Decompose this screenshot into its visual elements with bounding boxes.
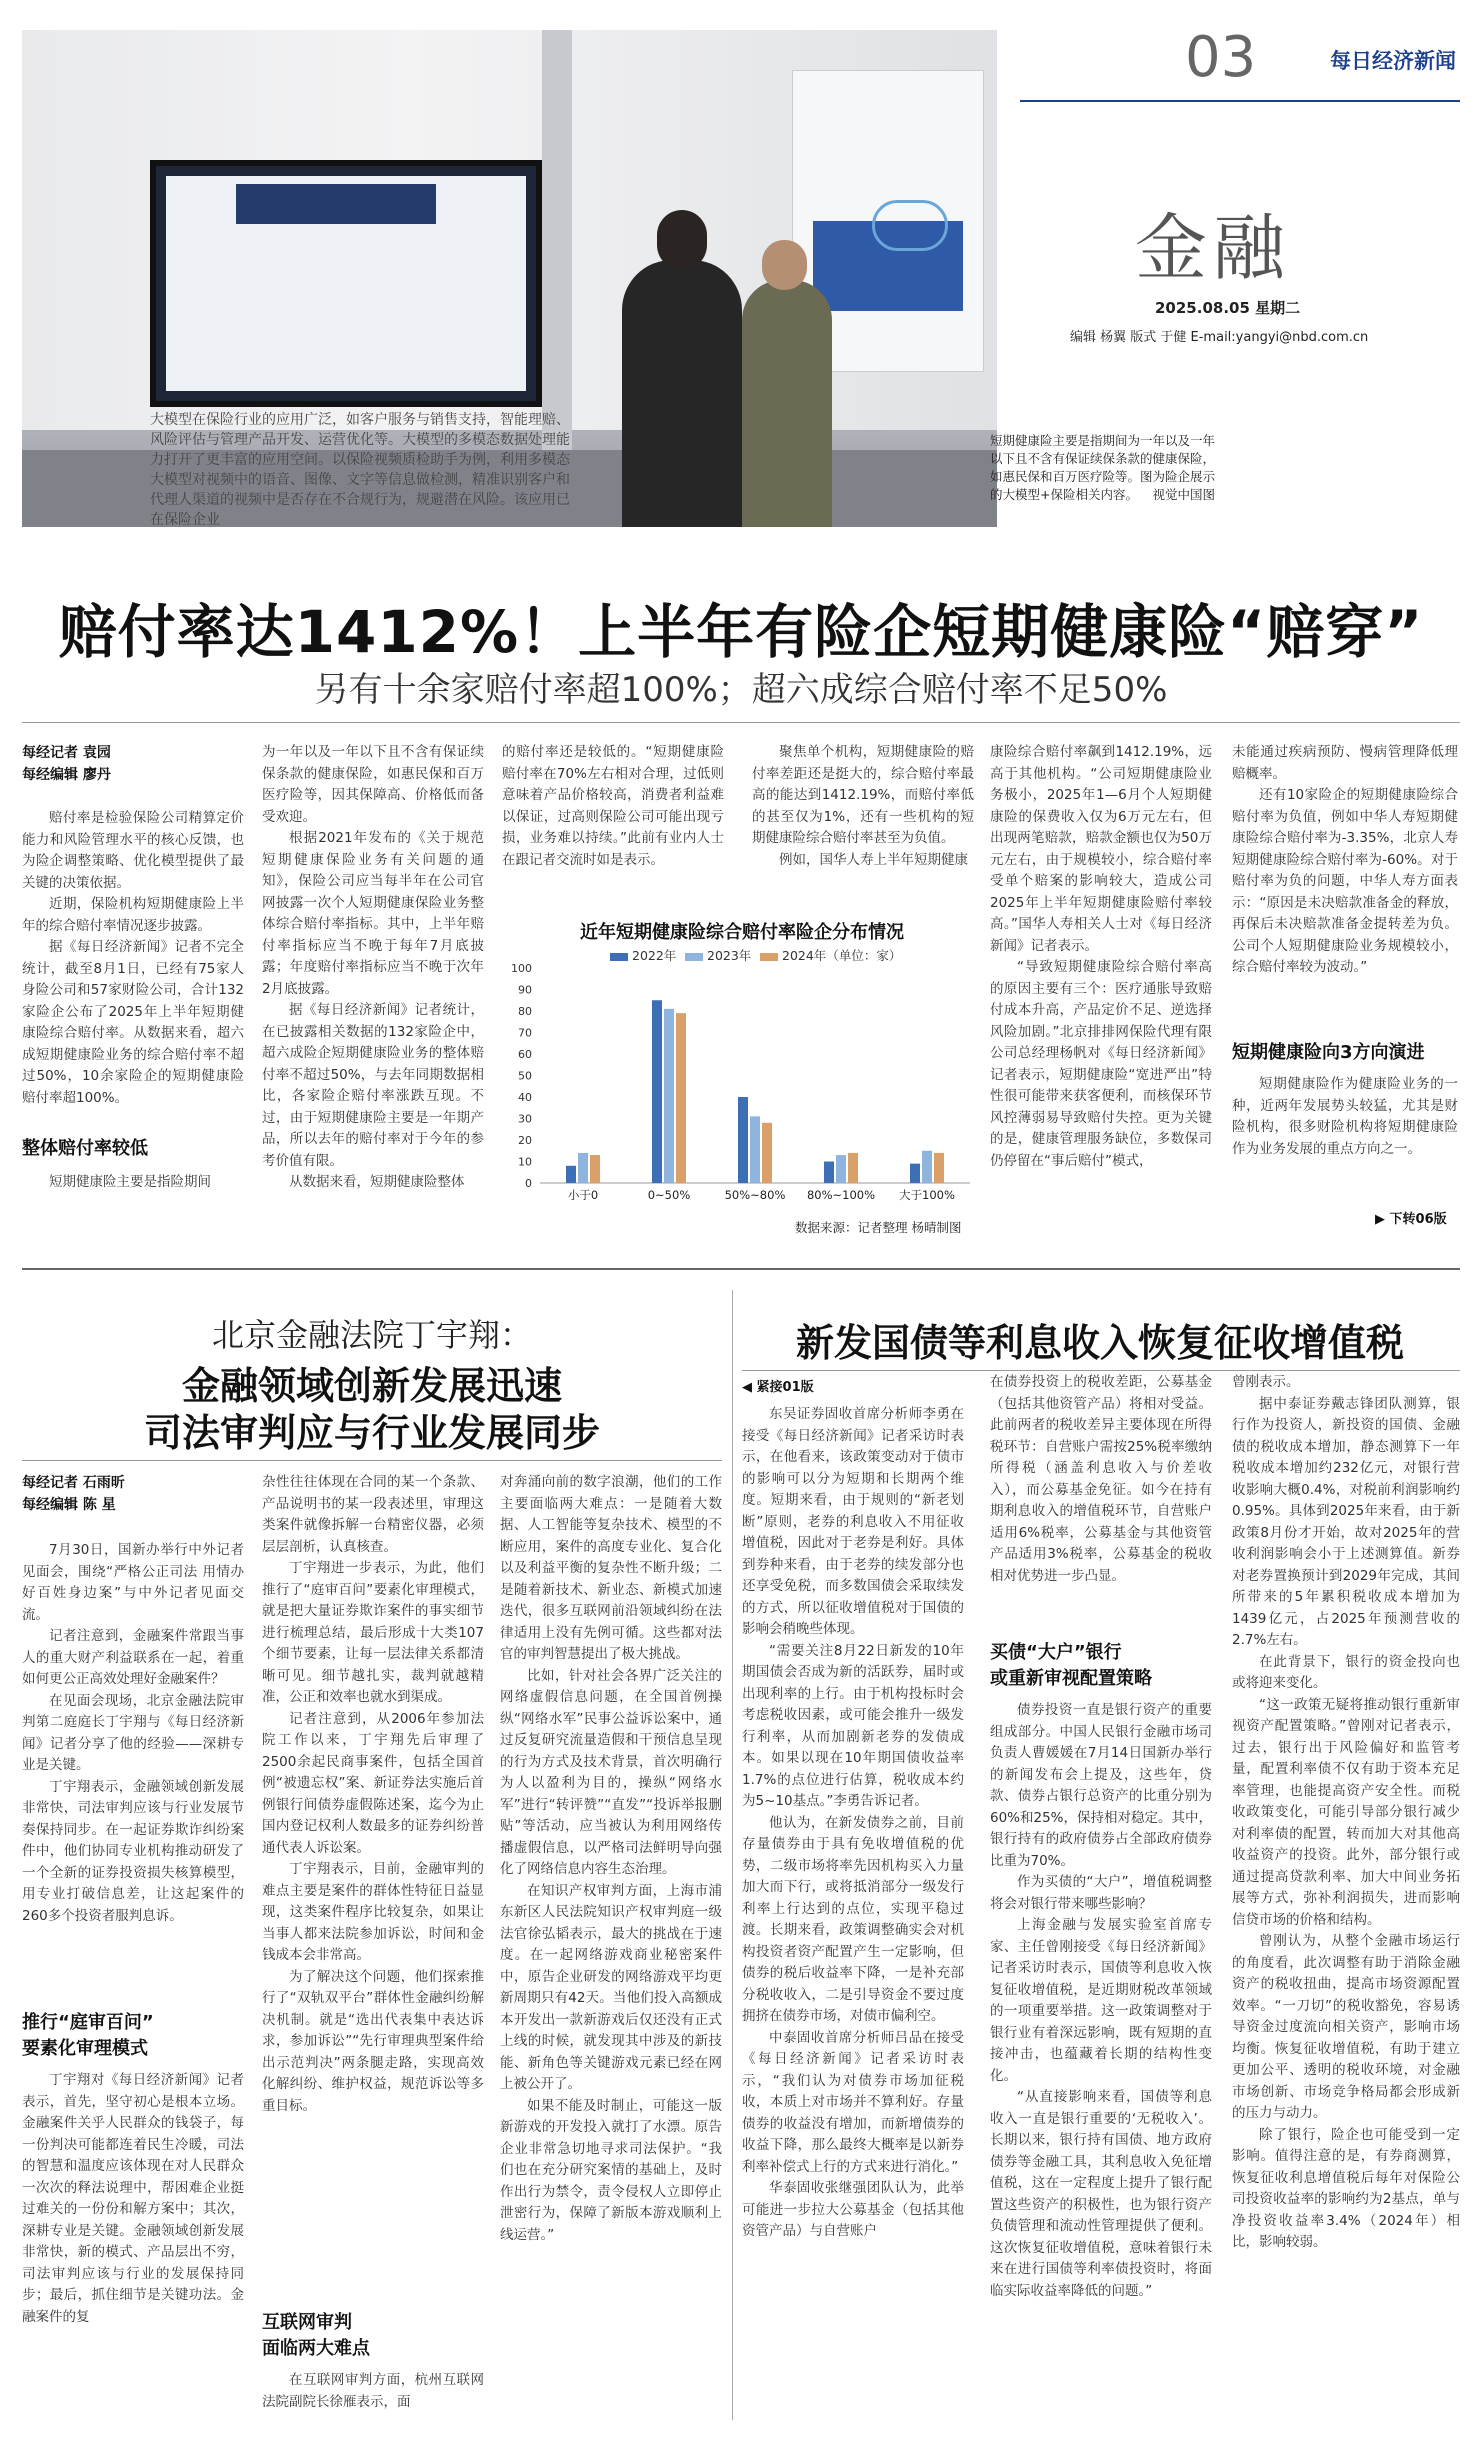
paragraph: “从直接影响来看，国债等利息收入一直是银行重要的‘无税收入’。长期以来，银行持有国债、地方政府债券等金融工具，其利息收入免征增值税，这在一定程度上提升了银行配置这些资产的积极性，也为银行资产负债管理和流动性管理提供了便利。这次恢复征收增值税，意味着银行未来在进行国债等利率债投资时，将面临实际收益率降低的问题。” bbox=[990, 2089, 1212, 2299]
lead-col5 bbox=[990, 742, 1212, 1172]
photo-credit: 视觉中国图 bbox=[1152, 487, 1215, 502]
court-subhead-1: 推行“庭审百问” 要素化审理模式 bbox=[22, 2012, 154, 2059]
paragraph: 短期健康险主要是指险期间 bbox=[49, 1174, 211, 1190]
bar-2-4 bbox=[836, 1155, 846, 1183]
paragraph: 为一年以及一年以下且不含有保证续保条款的健康保险，如惠民保和百万医疗险等，因其保障高、价格低而备受欢迎。 bbox=[262, 744, 484, 825]
y-tick-label: 100 bbox=[511, 962, 532, 975]
bonds-col2 bbox=[990, 1372, 1212, 1587]
paragraph: 7月30日，国新办举行中外记者见面会，围绕“严格公正司法 用情办好百姓身边案”与中外记者见面交流。 bbox=[22, 1542, 244, 1623]
bar-1-5 bbox=[910, 1164, 920, 1183]
bonds-col1 bbox=[742, 1404, 964, 2243]
bar-2-2 bbox=[664, 1009, 674, 1183]
divider bbox=[22, 722, 1460, 723]
chart-title: 近年短期健康险综合赔付率险企分布情况 bbox=[580, 922, 904, 943]
paragraph: 华泰固收张继强团队认为，此举可能进一步拉大公募基金（包括其他资管产品）与自营账户 bbox=[742, 2180, 964, 2239]
paragraph: 曾刚认为，从整个金融市场运行的角度看，此次调整有助于消除金融资产的税收扭曲，提高市场资源配置效率。“一刀切”的税收豁免，容易诱导资金过度流向相关资产，影响市场均衡。恢复征收增值税，有助于建立更加公平、透明的税收环境，对金融市场创新、市场竞争格局都会形成新的压力与动力。 bbox=[1232, 1933, 1460, 2121]
bar-3-1 bbox=[590, 1155, 600, 1183]
x-tick-label: 大于100% bbox=[899, 1188, 955, 1202]
issue-date: 2025.08.05 星期二 bbox=[1155, 299, 1301, 317]
paragraph: 如果不能及时制止，可能这一版新游戏的开发投入就打了水漂。原告企业非常急切地寻求司法保护。“我们也在充分研究案情的基础上，及时作出行为禁令，责令侵权人立即停止泄密行为，保障了新版本游戏顺利上线运营。” bbox=[500, 2097, 722, 2243]
legend-item-2024: 2024年（单位：家） bbox=[760, 946, 901, 964]
hero-photo bbox=[22, 30, 997, 527]
x-tick-label: 80%~100% bbox=[806, 1188, 876, 1202]
photo-person bbox=[622, 260, 742, 527]
paragraph: 根据2021年发布的《关于规范短期健康保险业务有关问题的通知》，保险公司应当每半年在公司官网披露一次个人短期健康保险业务整体综合赔付率指标。其中，上半年赔付率指标应当不晚于每年7月底披露；年度赔付率指标应当不晚于次年2月底披露。 bbox=[262, 830, 484, 997]
editors-line: 编辑 杨翼 版式 于健 E-mail:yangyi@nbd.com.cn bbox=[1070, 330, 1369, 345]
paragraph: 丁宇翔对《每日经济新闻》记者表示，首先，坚守初心是根本立场。金融案件关乎人民群众的钱袋子，每一份判决可能都连着民生冷暖，司法的智慧和温度应该体现在对人民群众一次次的释法说理中，帮困难企业挺过难关的一份份和解方案中；其次，深耕专业是关键。金融领域创新发展非常快，新的模式、产品层出不穷，司法审判应该与行业的发展保持同步；最后，抓住细节是关键功法。金融案件的复 bbox=[22, 2072, 244, 2325]
paragraph: 杂性往往体现在合同的某一个条款、产品说明书的某一段表述里，审理这类案件就像拆解一台精密仪器，必须层层剖析，认真核查。 bbox=[262, 1474, 484, 1555]
paragraph: 为了解决这个问题，他们探索推行了“双轨双平台”群体性金融纠纷解决机制。就是“选出代表集中表达诉求，参加诉讼”“先行审理典型案件给出示范判决”两条腿走路，实现高效化解纠纷、维护权益，规范诉讼等多重目标。 bbox=[262, 1968, 484, 2114]
lead-subhead-2: 短期健康险向3方向演进 bbox=[1232, 1042, 1425, 1063]
bar-2-3 bbox=[750, 1116, 760, 1183]
byline-reporter: 每经记者 袁园 bbox=[22, 745, 111, 761]
bar-3-3 bbox=[762, 1123, 772, 1183]
lead-col6 bbox=[1232, 742, 1458, 979]
legend-item-2022: 2022年 bbox=[610, 946, 676, 964]
paragraph: 例如，国华人寿上半年短期健康 bbox=[779, 851, 968, 868]
y-tick-label: 90 bbox=[518, 983, 532, 997]
court-headline-line2: 司法审判应与行业发展同步 bbox=[143, 1411, 600, 1455]
bar-3-5 bbox=[934, 1153, 944, 1183]
bar-1-2 bbox=[652, 1000, 662, 1183]
lead-subhead-1: 整体赔付率较低 bbox=[22, 1138, 148, 1159]
bar-1-4 bbox=[824, 1162, 834, 1184]
y-tick-label: 0 bbox=[525, 1177, 532, 1190]
paragraph: 丁宇翔进一步表示，为此，他们推行了“庭审百问”要素化审理模式，就是把大量证券欺诈案件的事实细节进行梳理总结，最后形成十大类107个细节要素，让每一层法律关系都清晰可见。细节越扎实，裁判就越精准，公正和效率也就水到渠成。 bbox=[262, 1560, 484, 1705]
lead-col3 bbox=[502, 742, 724, 871]
paragraph: 近期，保险机构短期健康险上半年的综合赔付率情况逐步披露。 bbox=[22, 896, 244, 934]
photo-caption-text: 短期健康险主要是指期间为一年以及一年以下且不含有保证续保条款的健康保险，如惠民保和百万医疗险等。图为险企展示的大模型+保险相关内容。 bbox=[990, 433, 1216, 502]
y-tick-label: 20 bbox=[518, 1134, 532, 1147]
chart-unit: （单位：家） bbox=[826, 948, 902, 963]
bar-1-3 bbox=[738, 1097, 748, 1183]
y-tick-label: 40 bbox=[518, 1091, 532, 1104]
cloud-icon bbox=[872, 200, 948, 251]
lead-subheadline: 另有十余家赔付率超100%；超六成综合赔付率不足50% bbox=[314, 670, 1168, 710]
paragraph: 中泰固收首席分析师吕品在接受《每日经济新闻》记者采访时表示，“我们认为对债券市场加征税收，本质上对市场并不算利好。存量债券的收益没有增加，而新增债券的收益下降，那么最终大概率是以新券利率补偿式上行的方式来进行消化。” bbox=[742, 2029, 964, 2175]
lead-col4 bbox=[752, 742, 974, 871]
x-tick-label: 小于0 bbox=[567, 1188, 599, 1202]
paragraph: 未能通过疾病预防、慢病管理降低理赔概率。 bbox=[1232, 744, 1458, 782]
continued-note: ▶ 下转06版 bbox=[1375, 1212, 1447, 1227]
y-tick-label: 60 bbox=[518, 1048, 532, 1061]
continued-from-note: ◀ 紧接01版 bbox=[742, 1380, 814, 1395]
paragraph: 记者注意到，从2006年参加法院工作以来，丁宇翔先后审理了2500余起民商事案件，包括全国首例“被遗忘权”案、新证券法实施后首例银行间债券虚假陈述案，迄今为止国内登记权利人数最多的证券纠纷普通代表人诉讼案。 bbox=[262, 1710, 484, 1856]
bar-2-5 bbox=[922, 1151, 932, 1183]
paragraph: 记者注意到，金融案件常跟当事人的重大财产利益联系在一起，着重如何更公正高效处理好金融案件？ bbox=[22, 1628, 244, 1687]
lead-col1b bbox=[22, 1172, 244, 1194]
paragraph: 在债券投资上的税收差距，公募基金（包括其他资管产品）将相对受益。此前两者的税收差异主要体现在所得税环节：自营账户需按25%税率缴纳所得税（涵盖利息收入与价差收入），而公募基金免征。如今在持有期利息收入的增值税环节，自营账户适用6%税率，公募基金与其他资管产品适用3%税率，公募基金的税收相对优势进一步凸显。 bbox=[990, 1374, 1212, 1584]
x-tick-label: 50%~80% bbox=[724, 1188, 786, 1202]
paragraph: 在知识产权审判方面，上海市浦东新区人民法院知识产权审判庭一级法官徐弘韬表示，最大的挑战在于速度。在一起网络游戏商业秘密案件中，原告企业研发的网络游戏平均更新周期只有42天。当他们投入高额成本开发出一款新游戏后仅还没有正式上线的时候，就发现其中涉及的新技能、新角色等关键游戏元素已经在网上被公开了。 bbox=[500, 1882, 722, 2092]
photo-person-head bbox=[657, 210, 707, 270]
court-col3 bbox=[500, 1472, 722, 2246]
divider bbox=[742, 1370, 1460, 1371]
paragraph: 丁宇翔表示，目前，金融审判的难点主要是案件的群体性特征日益显现，这类案件程序比较复杂，如果让当事人都来法院参加诉讼，时间和金钱成本会非常高。 bbox=[262, 1861, 484, 1963]
x-tick-label: 0~50% bbox=[647, 1188, 691, 1202]
divider bbox=[22, 1460, 722, 1461]
section-title: 金融 bbox=[1135, 206, 1292, 290]
paragraph: 曾刚表示。 bbox=[1232, 1374, 1300, 1390]
paragraph: 聚焦单个机构，短期健康险的赔付率差距还是挺大的，综合赔付率最高的能达到1412.19%，而赔付率低的甚至仅为1%，还有一些机构的短期健康险综合赔付率甚至为负值。 bbox=[752, 744, 974, 846]
paragraph: 债券投资一直是银行资产的重要组成部分。中国人民银行金融市场司负责人曹媛媛在7月14日国新办举行的新闻发布会上提及，这些年，贷款、债券占银行总资产的比重分别为60%和25%，保持相对稳定。其中，银行持有的政府债券占全部政府债券比重为70%。 bbox=[990, 1702, 1213, 1869]
paragraph: 还有10家险企的短期健康险综合赔付率为负值，例如中华人寿短期健康险综合赔付率为-3.35%，北京人寿短期健康险综合赔付率为-60%。对于赔付率为负的问题，中华人寿方面表示：“原因是未决赔款准备金的释放，再保后未决赔款准备金提转差为负。公司个人短期健康险业务规模较小，综合赔付率较为波动。” bbox=[1232, 787, 1458, 975]
photo-person bbox=[742, 280, 832, 527]
lead-col2 bbox=[262, 742, 484, 1194]
court-col2 bbox=[262, 1472, 484, 2117]
y-tick-label: 80 bbox=[518, 1005, 532, 1018]
byline-editor: 每经编辑 廖丹 bbox=[22, 767, 111, 783]
paper-name: 每日经济新闻 bbox=[1330, 48, 1456, 73]
bonds-col2b bbox=[990, 1700, 1212, 2302]
paragraph: 在互联网审判方面，杭州互联网法院副院长徐雁表示，面 bbox=[262, 2372, 484, 2410]
photo-person-head bbox=[762, 240, 807, 290]
bonds-headline: 新发国债等利息收入恢复征收增值税 bbox=[795, 1321, 1404, 1365]
court-subhead-2: 互联网审判 面临两大难点 bbox=[262, 2312, 370, 2359]
lead-col6b bbox=[1232, 1074, 1458, 1160]
y-tick-label: 30 bbox=[518, 1112, 532, 1126]
byline-editor: 每经编辑 陈 星 bbox=[22, 1497, 116, 1513]
court-headline-line1: 金融领域创新发展迅速 bbox=[181, 1364, 562, 1408]
paragraph: 东吴证券固收首席分析师李勇在接受《每日经济新闻》记者采访时表示，在他看来，该政策变动对于债市的影响可以分为短期和长期两个维度。短期来看，由于规则的“新老划断”原则，老券的利息收入不用征收增值税，因此对于老券是利好。具体到券种来看，由于老券的续发部分也还享受免税，而多数国债会采取续发的方式，所以征收增值税对于国债的影响会稍晚些体现。 bbox=[742, 1406, 964, 1637]
bar-chart bbox=[500, 918, 990, 1238]
legend-item-2023: 2023年 bbox=[685, 946, 751, 964]
paragraph: 赔付率是检验保险公司精算定价能力和风险管理水平的核心反馈，也为险企调整策略、优化模型提供了最关键的决策依据。 bbox=[22, 810, 244, 891]
paragraph: 从数据来看，短期健康险整体 bbox=[289, 1174, 465, 1190]
court-headline-kicker: 北京金融法院丁宇翔： bbox=[211, 1316, 532, 1354]
chart-plot bbox=[500, 918, 990, 1218]
paragraph: 上海金融与发展实验室首席专家、主任曾刚接受《每日经济新闻》记者采访时表示，国债等利息收入恢复征收增值税，是近期财税改革领域的一项重要举措。这一政策调整对于银行业有着深远影响，既有短期的直接冲击，也蕴藏着长期的结构性变化。 bbox=[990, 1917, 1212, 2084]
paragraph: 康险综合赔付率飙到1412.19%，远高于其他机构。“公司短期健康险业务极小，2025年1—6月个人短期健康险的保费收入仅为6万元左右，但出现两笔赔款，赔款金额也仅为50万元左右，由于规模较小，综合赔付率受单个赔案的影响较大，造成公司2025年上半年短期健康险赔付率较高。”国华人寿相关人士对《每日经济新闻》记者表示。 bbox=[990, 744, 1212, 954]
paragraph: 的赔付率还是较低的。“短期健康险赔付率在70%左右相对合理，过低则意味着产品价格较高，消费者利益难以保证，过高则保险公司可能出现亏损，业务难以持续。”此前有业内人士在跟记者交流时如是表示。 bbox=[502, 744, 724, 868]
paragraph: “导致短期健康险综合赔付率高的原因主要有三个：医疗通胀导致赔付成本升高，产品定价不足、逆选择风险加剧。”北京排排网保险代理有限公司总经理杨帆对《每日经济新闻》记者表示，短期健康险“宽进严出”特性很可能带来获客便利，而核保环节风控薄弱易导致赔付失控。更为关键的是，健康管理服务缺位，多数保司仍停留在“事后赔付”模式， bbox=[990, 959, 1212, 1169]
paragraph: 对奔涌向前的数字浪潮，他们的工作主要面临两大难点：一是随着大数据、人工智能等复杂技术、模型的不断应用，案件的高度专业化、复合化以及利益平衡的复杂性不断升级；二是随着新技术、新业态、新模式加速迭代，很多互联网前沿领域纠纷在法律适用上没有先例可循。这些都对法官的审判智慧提出了极大挑战。 bbox=[500, 1474, 722, 1662]
column-divider bbox=[732, 1290, 733, 2420]
paragraph: 比如，针对社会各界广泛关注的网络虚假信息问题，在全国首例操纵“网络水军”民事公益诉讼案中，通过反复研究流量造假和干预信息呈现的行为方式及技术背景，首次明确行为人以盈利为目的，操纵“网络水军”进行“转评赞”“直发”“投诉举报删贴”等活动，应当被认为利用网络传播虚假信息，以严格司法鲜明导向强化了网络信息内容生态治理。 bbox=[500, 1667, 722, 1877]
paragraph: 在见面会现场，北京金融法院审判第二庭庭长丁宇翔与《每日经济新闻》记者分享了他的经验——深耕专业是关键。 bbox=[22, 1692, 244, 1773]
bar-3-4 bbox=[848, 1153, 858, 1183]
y-tick-label: 70 bbox=[518, 1026, 532, 1040]
paragraph: 在此背景下，银行的资金投向也或将迎来变化。 bbox=[1232, 1653, 1460, 1691]
paragraph: 短期健康险作为健康险业务的一种，近两年发展势头较猛，尤其是财险机构，很多财险机构将短期健康险作为业务发展的重点方向之一。 bbox=[1232, 1076, 1458, 1157]
y-tick-label: 10 bbox=[518, 1155, 532, 1169]
paragraph: 据《每日经济新闻》记者不完全统计，截至8月1日，已经有75家人身险公司和57家财险公司，合计132家险企公布了2025年上半年短期健康险综合赔付率。从数据来看，超六成短期健康险业务的综合赔付率不超过50%，10余家险企的短期健康险赔付率超100%。 bbox=[22, 939, 244, 1106]
y-tick-label: 50 bbox=[518, 1069, 532, 1083]
byline-reporter: 每经记者 石雨昕 bbox=[22, 1475, 125, 1491]
court-col1b bbox=[22, 2070, 244, 2328]
page-number: 03 bbox=[1185, 25, 1257, 90]
paragraph: 他认为，在新发债券之前，目前存量债券由于具有免收增值税的优势，二级市场将率先因机构买入力量加大而下行，或将抵消部分一级发行利率上行达到的点位，实现平稳过渡。长期来看，政策调整确实会对机构投资者资产配置产生一定影响，但债券的税后收益率下降，一是补充部分税收收入，二是引导资金不要过度拥挤在债券市场，对债市偏利空。 bbox=[742, 1814, 964, 2024]
photo-monitor bbox=[150, 160, 542, 407]
bonds-subhead-1: 买债“大户”银行 或重新审视配置策略 bbox=[990, 1642, 1152, 1689]
bonds-col3 bbox=[1232, 1372, 1460, 2254]
paragraph: 除了银行，险企也可能受到一定影响。值得注意的是，有券商测算，恢复征收利息增值税后每年对保险公司投资收益率的影响约为2基点，单与净投资收益率3.4%（2024年）相比，影响较弱。 bbox=[1232, 2126, 1460, 2250]
paragraph: 作为买债的“大户”，增值税调整将会对银行带来哪些影响？ bbox=[990, 1874, 1212, 1912]
lead-col1 bbox=[22, 808, 244, 1109]
paragraph: “这一政策无疑将推动银行重新审视资产配置策略。”曾刚对记者表示，过去，银行出于风险偏好和监管考量，配置利率债不仅有助于资本充足率管理，也能提高资产安全性。而税收政策变化，可能引导部分银行减少对利率债的配置，转而加大对其他高收益资产的投资。此外，部分银行或通过提高贷款利率、加大中间业务拓展等方式，弥补利润损失，进而影响信贷市场的价格和结构。 bbox=[1232, 1696, 1460, 1928]
court-col1 bbox=[22, 1540, 244, 1927]
photo-caption bbox=[990, 432, 1215, 504]
bar-1-1 bbox=[566, 1166, 576, 1183]
masthead-divider bbox=[1020, 100, 1460, 102]
bar-2-1 bbox=[578, 1153, 588, 1183]
paragraph: 据中泰证券戴志锋团队测算，银行作为投资人，新投资的国债、金融债的税收成本增加，静态测算下一年税收成本增加约232亿元，对银行营收影响大概0.4%，对税前利润影响约0.95%。具体到2025年来看，由于新政策8月份才开始，故对2025年的营收利润影响会小于上述测算值。新券对老券置换预计到2029年完成，其间所带来的5年累积税收成本增加为1439亿元，占2025年预测营收的2.7%左右。 bbox=[1232, 1395, 1460, 1648]
paragraph: “需要关注8月22日新发的10年期国债会否成为新的活跃券，届时或出现利率的上行。由于机构投标时会考虑税收因素，或可能会推升一级发行利率，从而加剧新老券的发债成本。如果以现在10年期国债收益率1.7%的点位进行估算，税收成本约为5~10基点。”李勇告诉记者。 bbox=[742, 1642, 964, 1809]
paragraph: 丁宇翔表示，金融领域创新发展非常快，司法审判应该与行业发展节奏保持同步。在一起证券欺诈纠纷案件中，他们协同专业机构推动研发了一个全新的证券投资损失核算模型，用专业打破信息差，让这起案件的260多个投资者服判息诉。 bbox=[22, 1778, 244, 1924]
chart-source: 数据来源：记者整理 杨晴制图 bbox=[795, 1220, 962, 1235]
court-col2b bbox=[262, 2370, 484, 2413]
lead-headline: 赔付率达1412%！上半年有险企短期健康险“赔穿” bbox=[58, 598, 1424, 666]
bar-3-2 bbox=[676, 1013, 686, 1183]
photo-screen-caption: 大模型在保险行业的应用广泛，如客户服务与销售支持，智能理赔、风险评估与管理产品开发、运营优化等。大模型的多模态数据处理能力打开了更丰富的应用空间。以保险视频质检助手为例，利用多模态大模型对视频中的语音、图像、文字等信息做检测，精准识别客户和代理人渠道的视频中是否存在不合规行为，规避潜在风险。该应用已在保险企业 bbox=[150, 412, 570, 527]
paragraph: 据《每日经济新闻》记者统计，在已披露相关数据的132家险企中，超六成险企短期健康险业务的整体赔付率不超过50%，与去年同期数据相比，各家险企赔付率涨跌互现。不过，由于短期健康险主要是一年期产品，所以去年的赔付率对于今年的参考价值有限。 bbox=[262, 1002, 484, 1169]
section-divider bbox=[22, 1268, 1460, 1270]
